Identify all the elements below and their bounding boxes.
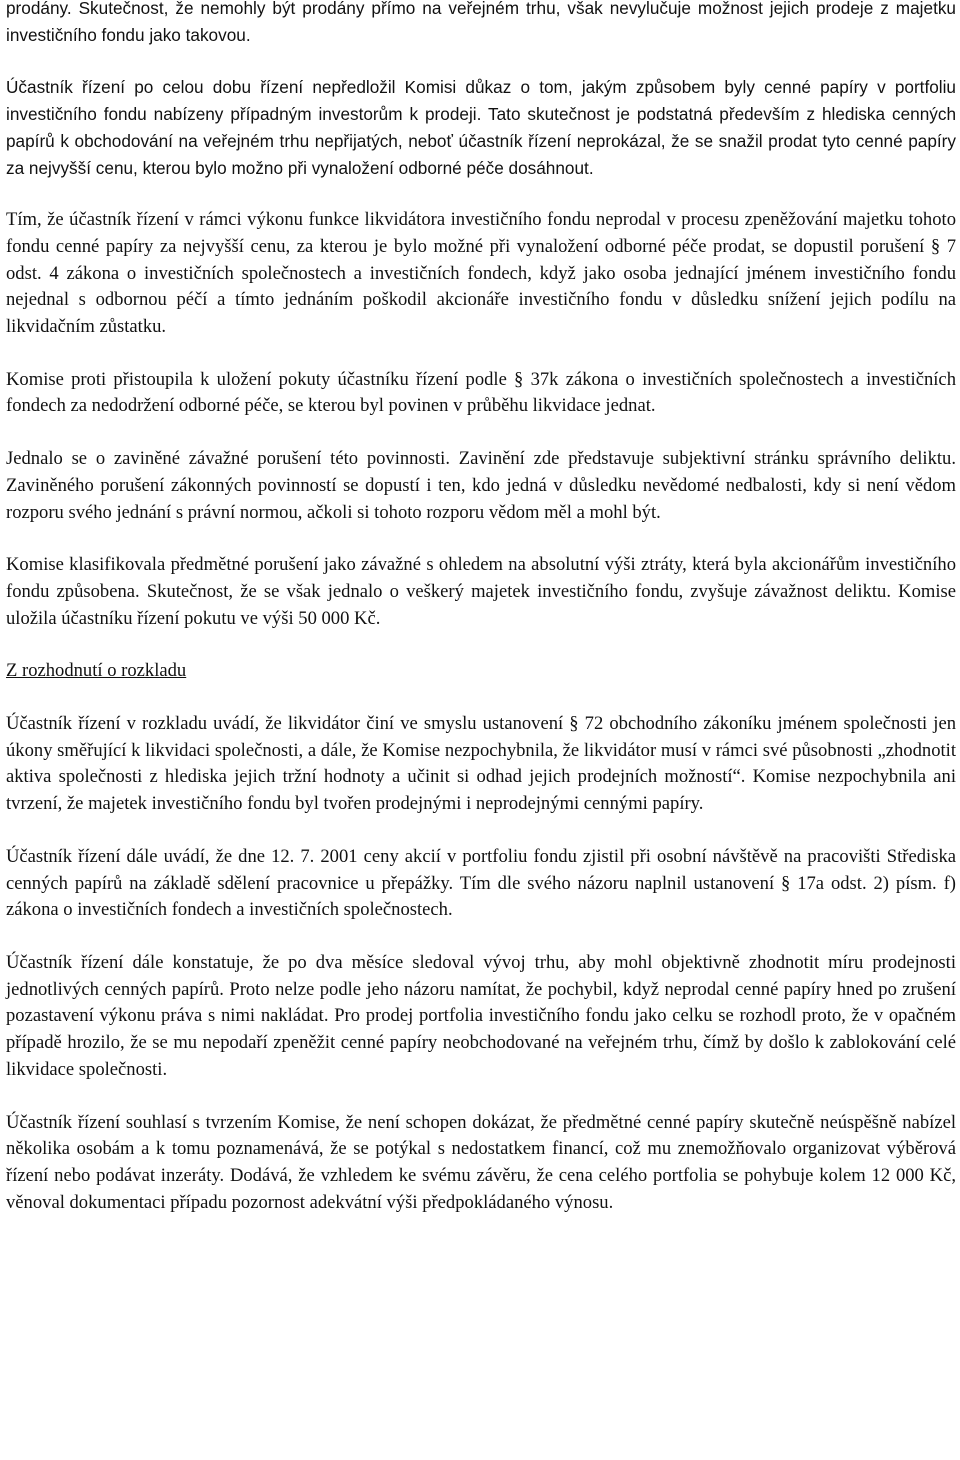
paragraph-1: prodány. Skutečnost, že nemohly být prodány přímo na veřejném trhu, však nevylučuje možnost jejich prodeje z majetku investičního fondu jako takovou. xyxy=(6,0,956,45)
paragraph-5: Jednalo se o zaviněné závažné porušení této povinnosti. Zavinění zde představuje subjektivní stránku správního deliktu. Zaviněného porušení zákonných povinností se dopustí i ten, kdo jedná v důsledku nevědomé nedbalosti, kdy si není vědom rozporu svého jednání s právní normou, ačkoli si tohoto rozporu vědom měl a mohl být. xyxy=(6,448,956,523)
document-page xyxy=(6,0,956,1216)
paragraph-10: Účastník řízení souhlasí s tvrzením Komise, že není schopen dokázat, že předmětné cenné papíry skutečně neúspěšně nabízel několika osobám a k tomu poznamenává, že se potýkal s nedostatkem financí, což mu znemožňovalo organizovat výběrová řízení nebo podávat inzeráty. Dodává, že vzhledem ke svému závěru, že cena celého portfolia se pohybuje kolem 12 000 Kč, věnoval dokumentaci případu pozornost adekvátní výši předpokládaného výnosu. xyxy=(6,1111,956,1213)
paragraph-3: Tím, že účastník řízení v rámci výkonu funkce likvidátora investičního fondu neprodal v procesu zpeněžování majetku tohoto fondu cenné papíry za nejvyšší cenu, za kterou je bylo možné při vynaložení odborné péče prodat, se dopustil porušení § 7 odst. 4 zákona o investičních společnostech a investičních fondech, když jako osoba jednající jménem investičního fondu nejednal s odbornou péčí a tímto jednáním poškodil akcionáře investičního fondu v důsledku snížení jejich podílu na likvidačním zůstatku. xyxy=(6,209,956,338)
paragraph-9: Účastník řízení dále konstatuje, že po dva měsíce sledoval vývoj trhu, aby mohl objektivně zhodnotit míru prodejnosti jednotlivých cenných papírů. Proto nelze podle jeho názoru namítat, že pochybil, když neprodal cenné papíry hned po zrušení pozastavení výkonu práva s nimi nakládat. Pro prodej portfolia investičního fondu jako celku se rozhodl proto, že v opačném případě hrozilo, že se mu nepodaří zpeněžit cenné papíry neobchodované na veřejném trhu, čímž by došlo k zablokování celé likvidace společnosti. xyxy=(6,951,956,1080)
section-heading: Z rozhodnutí o rozkladu xyxy=(6,660,187,682)
paragraph-6: Komise klasifikovala předmětné porušení jako závažné s ohledem na absolutní výši ztráty, která byla akcionářům investičního fondu způsobena. Skutečnost, že se však jednalo o veškerý majetek investičního fondu, zvyšuje závažnost deliktu. Komise uložila účastníku řízení pokutu ve výši 50 000 Kč. xyxy=(6,554,956,629)
paragraph-4: Komise proti přistoupila k uložení pokuty účastníku řízení podle § 37k zákona o investičních společnostech a investičních fondech za nedodržení odborné péče, se kterou byl povinen v průběhu likvidace jednat. xyxy=(6,368,956,417)
paragraph-8: Účastník řízení dále uvádí, že dne 12. 7. 2001 ceny akcií v portfoliu fondu zjistil při osobní návštěvě na pracovišti Střediska cenných papírů na základě sdělení pracovnice u přepážky. Tím dle svého názoru naplnil ustanovení § 17a odst. 2) písm. f) zákona o investičních fondech a investičních společnostech. xyxy=(6,845,956,921)
paragraph-7: Účastník řízení v rozkladu uvádí, že likvidátor činí ve smyslu ustanovení § 72 obchodního zákoníku jménem společnosti jen úkony směřující k likvidaci společnosti, a dále, že Komise nezpochybnila, že likvidátor musí v rámci své působnosti „zhodnotit aktiva společnosti z hlediska jejich tržní hodnoty a učinit si odhad jejich prodejních možností“. Komise nezpochybnila ani tvrzení, že majetek investičního fondu byl tvořen prodejnými i neprodejnými cennými papíry. xyxy=(6,713,956,815)
paragraph-2-sentence-2: Tato skutečnost je podstatná především z hlediska cenných papírů k obchodování na veřejném trhu nepřijatých, neboť účastník řízení neprokázal, že se snažil prodat tyto cenné papíry za nejvyšší cenu, kterou bylo možno při vynaložení odborné péče dosáhnout. xyxy=(6,104,956,178)
paragraph-2-sentence-1: Účastník řízení po celou dobu řízení nepředložil Komisi důkaz o tom, jakým způsobem byly cenné papíry v portfoliu investičního fondu nabízeny případným investorům k prodeji. xyxy=(6,77,956,125)
paragraph-2 xyxy=(6,74,956,181)
